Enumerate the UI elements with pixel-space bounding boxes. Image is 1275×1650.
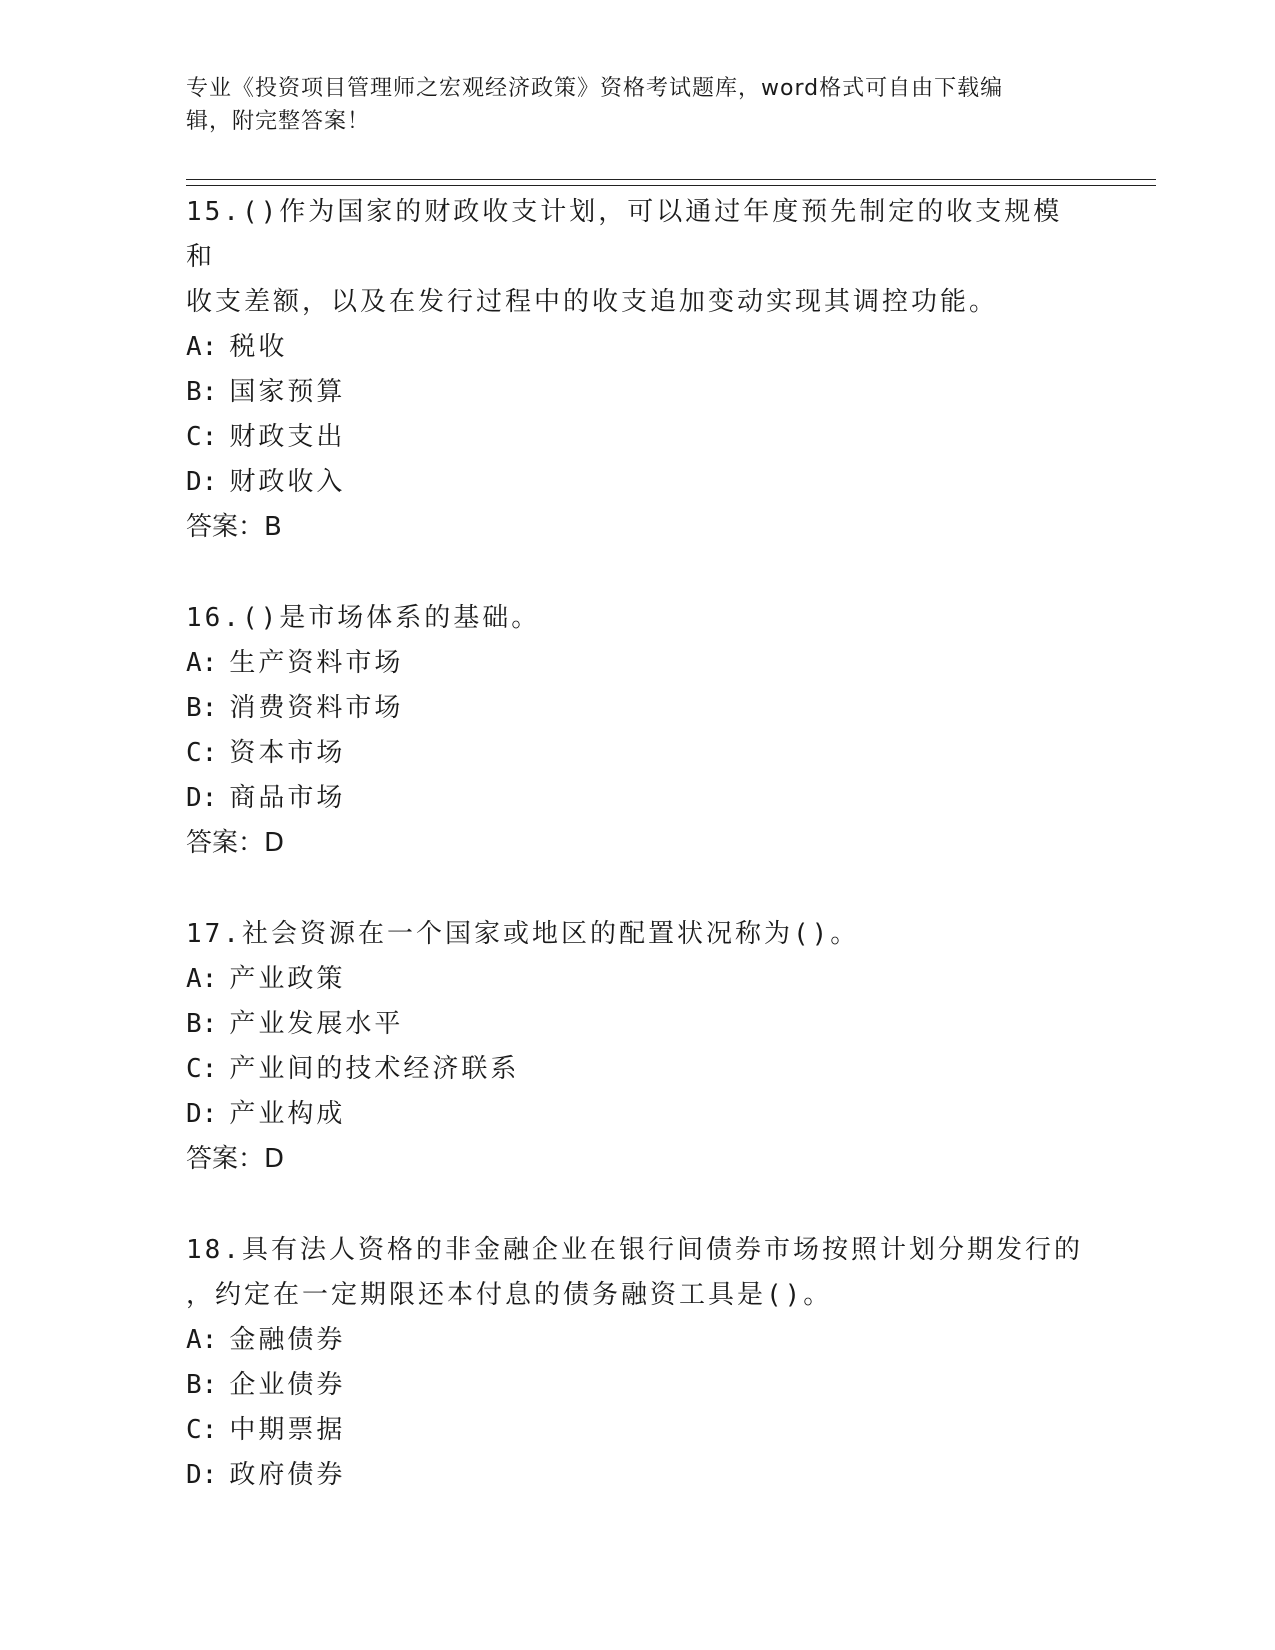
header-line-1: 专业《投资项目管理师之宏观经济政策》资格考试题库，word格式可自由下载编 (186, 76, 1004, 101)
option-d: D: 商品市场 (186, 783, 346, 813)
option-b: B: 消费资料市场 (186, 693, 404, 723)
question-stem: 16.()是市场体系的基础。 (186, 603, 541, 633)
question-stem: 18.具有法人资格的非金融企业在银行间债券市场按照计划分期发行的 ，约定在一定期限还本付息的债务融资工具是()。 (186, 1235, 1083, 1310)
header-divider-top (186, 179, 1156, 180)
option-c: C: 中期票据 (186, 1415, 346, 1445)
option-d: D: 政府债券 (186, 1460, 346, 1490)
option-a: A: 生产资料市场 (186, 648, 404, 678)
answer-label: 答案：B (186, 512, 282, 542)
option-c: C: 财政支出 (186, 422, 346, 452)
question-17 (186, 912, 1086, 1182)
option-b: B: 产业发展水平 (186, 1009, 404, 1039)
answer-label: 答案：D (186, 1144, 285, 1174)
option-d: D: 产业构成 (186, 1099, 346, 1129)
option-a: A: 产业政策 (186, 964, 346, 994)
option-c: C: 资本市场 (186, 738, 346, 768)
question-16 (186, 596, 1086, 866)
option-b: B: 国家预算 (186, 377, 346, 407)
question-stem: 17.社会资源在一个国家或地区的配置状况称为()。 (186, 919, 860, 949)
option-a: A: 税收 (186, 332, 288, 362)
question-15 (186, 190, 1086, 550)
answer-label: 答案：D (186, 828, 285, 858)
question-stem: 15.()作为国家的财政收支计划，可以通过年度预先制定的收支规模和 收支差额，以及在发行过程中的收支追加变动实现其调控功能。 (186, 197, 1063, 317)
option-d: D: 财政收入 (186, 467, 346, 497)
header-line-2: 辑，附完整答案！ (186, 109, 371, 134)
option-c: C: 产业间的技术经济联系 (186, 1054, 520, 1084)
option-b: B: 企业债券 (186, 1370, 346, 1400)
question-18 (186, 1228, 1086, 1498)
question-list (186, 190, 1086, 1544)
option-a: A: 金融债券 (186, 1325, 346, 1355)
header-divider-bottom (186, 185, 1156, 186)
document-header (186, 72, 1066, 138)
